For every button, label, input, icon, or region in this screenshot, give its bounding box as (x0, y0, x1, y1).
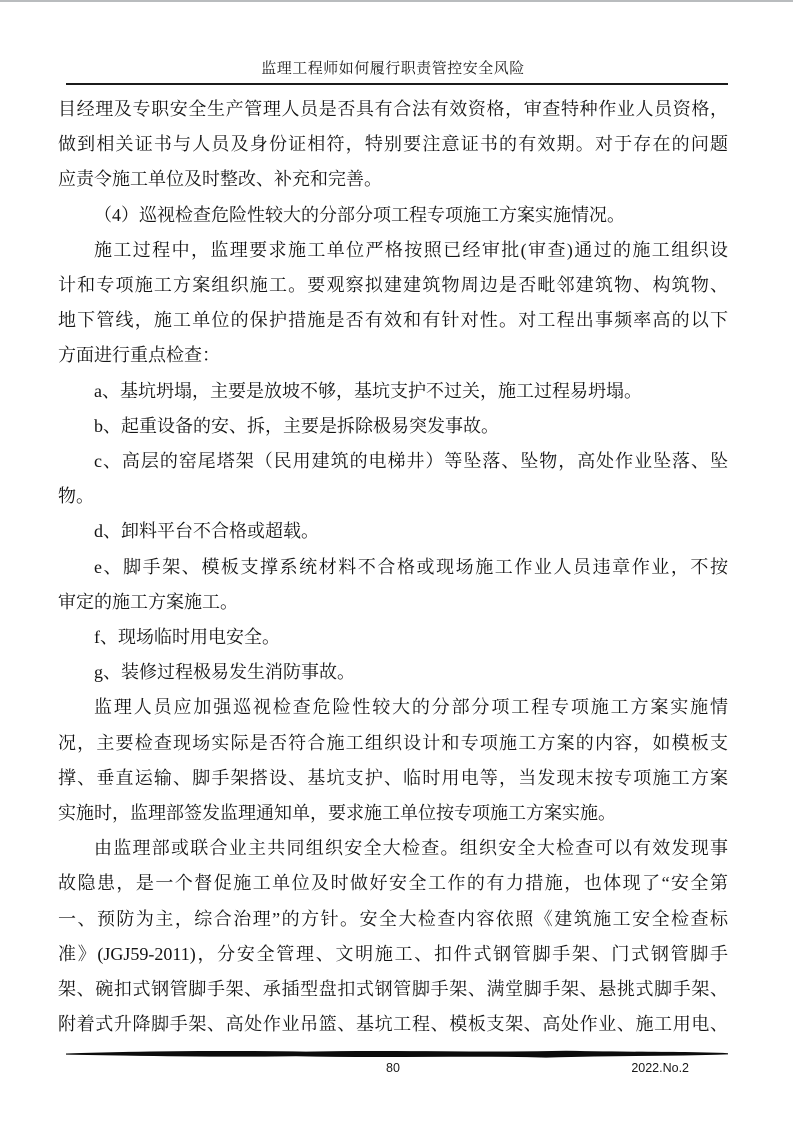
body-line: 况，主要检查现场实际是否符合施工组织设计和专项施工方案的内容，如模板支 (58, 732, 728, 753)
footer-rule (66, 1049, 728, 1060)
body-line: d、卸料平台不合格或超载。 (94, 521, 319, 542)
body-line: f、现场临时用电安全。 (94, 627, 280, 648)
body-line: 审定的施工方案施工。 (58, 591, 238, 612)
body-line: 准》(JGJ59-2011)，分安全管理、文明施工、扣件式钢管脚手架、门式钢管脚手 (58, 943, 728, 964)
body-lines (58, 92, 728, 1042)
body-line: 监理人员应加强巡视检查危险性较大的分部分项工程专项施工方案实施情 (94, 697, 728, 718)
body-line: 目经理及专职安全生产管理人员是否具有合法有效资格，审查特种作业人员资格， (58, 99, 728, 119)
body-line: 故隐患，是一个督促施工单位及时做好安全工作的有力措施，也体现了“安全第 (58, 873, 728, 894)
body-line: 一、预防为主，综合治理”的方针。安全大检查内容依照《建筑施工安全检查标 (58, 908, 728, 929)
body-line: 由监理部或联合业主共同组织安全大检查。组织安全大检查可以有效发现事 (94, 838, 728, 859)
body-line: a、基坑坍塌，主要是放坡不够，基坑支护不过关，施工过程易坍塌。 (94, 380, 642, 401)
body-line: 做到相关证书与人员及身份证相符，特别要注意证书的有效期。对于存在的问题 (58, 134, 728, 155)
body-line: 附着式升降脚手架、高处作业吊篮、基坑工程、模板支架、高处作业、施工用电、 (58, 1014, 728, 1035)
body-line: g、装修过程极易发生消防事故。 (94, 662, 355, 683)
issue-label: 2022.No.2 (631, 1061, 689, 1075)
scan-top-edge-line (0, 0, 793, 2)
body-line: 撑、垂直运输、脚手架搭设、基坑支护、临时用电等，当发现末按专项施工方案 (58, 767, 728, 788)
body-line: c、高层的窑尾塔架（民用建筑的电梯井）等坠落、坠物，高处作业坠落、坠 (94, 451, 728, 472)
body-line: 应责令施工单位及时整改、补充和完善。 (58, 169, 382, 190)
body-line: 施工过程中，监理要求施工单位严格按照已经审批(审查)通过的施工组织设 (94, 239, 728, 260)
page-number: 80 (386, 1061, 400, 1075)
header-rule (66, 83, 728, 85)
body-line: e、脚手架、模板支撑系统材料不合格或现场施工作业人员违章作业，不按 (94, 556, 728, 577)
running-header-title: 监理工程师如何履行职责管控安全风险 (261, 61, 525, 77)
body-line: 物。 (58, 486, 94, 507)
body-line: 实施时，监理部签发监理通知单，要求施工单位按专项施工方案实施。 (58, 803, 616, 824)
body-line: 计和专项施工方案组织施工。要观察拟建建筑物周边是否毗邻建筑物、构筑物、 (58, 275, 728, 296)
body-line: 架、碗扣式钢管脚手架、承插型盘扣式钢管脚手架、满堂脚手架、悬挑式脚手架、 (58, 979, 728, 1000)
body-line: b、起重设备的安、拆，主要是拆除极易突发事故。 (94, 415, 499, 436)
body-line: 地下管线，施工单位的保护措施是否有效和有针对性。对工程出事频率高的以下 (58, 310, 728, 331)
body-line: 方面进行重点检查： (58, 345, 220, 366)
body-line: （4）巡视检查危险性较大的分部分项工程专项施工方案实施情况。 (94, 204, 625, 225)
